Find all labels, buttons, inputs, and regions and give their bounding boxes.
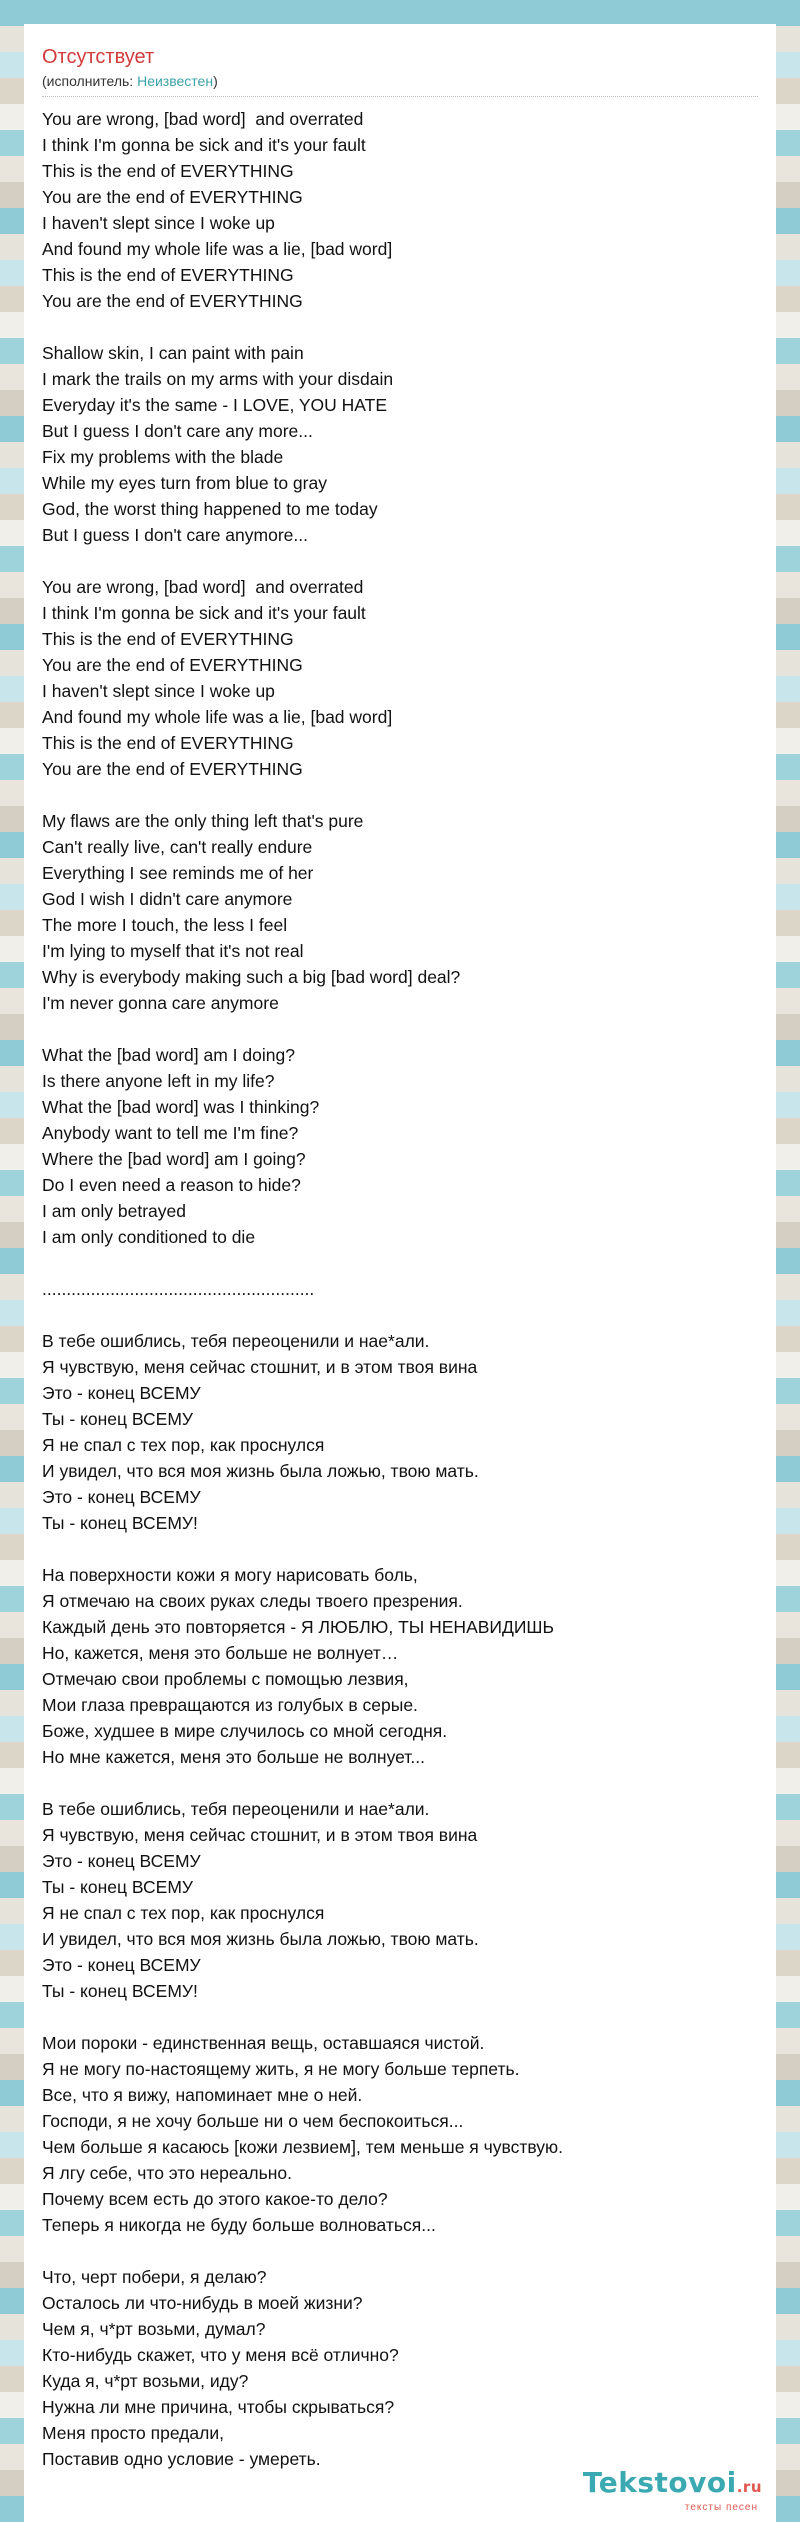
- lyric-line: Боже, худшее в мире случилось со мной сегодня.: [42, 1721, 448, 1741]
- logo-wordmark: Tekstovoi: [582, 2466, 737, 2499]
- lyric-line: You are wrong, [bad word] and overrated: [42, 577, 364, 597]
- lyric-line: And found my whole life was a lie, [bad word]: [42, 239, 393, 259]
- lyric-line: Это - конец ВСЕМУ: [42, 1955, 201, 1975]
- stanza-gap: [42, 314, 742, 340]
- lyric-line: Everything I see reminds me of her: [42, 863, 314, 883]
- lyric-line: I am only betrayed: [42, 1201, 186, 1221]
- artist-byline: [42, 72, 758, 97]
- stanza-gap: [42, 1250, 742, 1276]
- lyric-line: Я чувствую, меня сейчас стошнит, и в этом твоя вина: [42, 1825, 478, 1845]
- lyric-line: Я отмечаю на своих руках следы твоего презрения.: [42, 1591, 463, 1611]
- lyric-line: But I guess I don't care any more...: [42, 421, 313, 441]
- lyric-line: Ты - конец ВСЕМУ!: [42, 1513, 198, 1533]
- lyric-line: Каждый день это повторяется - Я ЛЮБЛЮ, ТЫ НЕНАВИДИШЬ: [42, 1617, 554, 1637]
- lyric-line: Ты - конец ВСЕМУ!: [42, 1981, 198, 2001]
- lyric-line: God, the worst thing happened to me today: [42, 499, 378, 519]
- lyric-line: What the [bad word] am I doing?: [42, 1045, 295, 1065]
- stanza-gap: [42, 1016, 742, 1042]
- artist-link[interactable]: Неизвестен: [137, 73, 214, 89]
- lyric-line: Can't really live, can't really endure: [42, 837, 313, 857]
- byline-suffix: ): [213, 73, 218, 89]
- lyric-line: Я лгу себе, что это нереально.: [42, 2163, 292, 2183]
- lyric-line: Everyday it's the same - I LOVE, YOU HATE: [42, 395, 388, 415]
- lyric-line: В тебе ошиблись, тебя переоценили и нае*али.: [42, 1799, 430, 1819]
- lyric-line: You are wrong, [bad word] and overrated: [42, 109, 364, 129]
- lyric-line: И увидел, что вся моя жизнь была ложью, твою мать.: [42, 1929, 479, 1949]
- lyric-line: I haven't slept since I woke up: [42, 213, 275, 233]
- lyric-line: Fix my problems with the blade: [42, 447, 284, 467]
- lyric-line: This is the end of EVERYTHING: [42, 629, 294, 649]
- lyric-line: You are the end of EVERYTHING: [42, 187, 303, 207]
- lyric-line: I haven't slept since I woke up: [42, 681, 275, 701]
- lyric-line: Чем я, ч*рт возьми, думал?: [42, 2319, 266, 2339]
- lyric-line: Ты - конец ВСЕМУ: [42, 1877, 194, 1897]
- lyric-line: Отмечаю свои проблемы с помощью лезвия,: [42, 1669, 409, 1689]
- stanza-gap: [42, 782, 742, 808]
- lyric-line: Я не спал с тех пор, как проснулся: [42, 1903, 325, 1923]
- lyric-line: В тебе ошиблись, тебя переоценили и нае*али.: [42, 1331, 430, 1351]
- lyric-line: I'm lying to myself that it's not real: [42, 941, 304, 961]
- lyric-line: Но мне кажется, меня это больше не волнует...: [42, 1747, 425, 1767]
- lyric-line: Поставив одно условие - умереть.: [42, 2449, 321, 2469]
- lyric-line: I think I'm gonna be sick and it's your fault: [42, 603, 366, 623]
- lyric-line: Что, черт побери, я делаю?: [42, 2267, 267, 2287]
- lyric-line: Это - конец ВСЕМУ: [42, 1383, 201, 1403]
- lyric-line: Where the [bad word] am I going?: [42, 1149, 306, 1169]
- lyric-line: ........................................................: [42, 1279, 315, 1299]
- stanza-gap: [42, 1770, 742, 1796]
- lyric-line: This is the end of EVERYTHING: [42, 161, 294, 181]
- lyric-line: Shallow skin, I can paint with pain: [42, 343, 304, 363]
- logo-tagline: тексты песен: [684, 2502, 758, 2513]
- byline-prefix: (исполнитель:: [42, 73, 138, 89]
- lyric-line: The more I touch, the less I feel: [42, 915, 288, 935]
- lyric-line: Мои глаза превращаются из голубых в серые.: [42, 1695, 418, 1715]
- lyric-line: I am only conditioned to die: [42, 1227, 256, 1247]
- logo-tld: .ru: [736, 2478, 762, 2496]
- lyric-line: God I wish I didn't care anymore: [42, 889, 293, 909]
- lyric-line: You are the end of EVERYTHING: [42, 291, 303, 311]
- lyric-line: Я чувствую, меня сейчас стошнит, и в этом твоя вина: [42, 1357, 478, 1377]
- lyric-line: И увидел, что вся моя жизнь была ложью, твою мать.: [42, 1461, 479, 1481]
- lyric-line: Кто-нибудь скажет, что у меня всё отлично?: [42, 2345, 399, 2365]
- lyric-line: Ты - конец ВСЕМУ: [42, 1409, 194, 1429]
- stanza-gap: [42, 1302, 742, 1328]
- lyric-line: Why is everybody making such a big [bad word] deal?: [42, 967, 461, 987]
- lyric-line: I think I'm gonna be sick and it's your fault: [42, 135, 366, 155]
- stanza-gap: [42, 548, 742, 574]
- stanza-gap: [42, 2004, 742, 2030]
- site-logo[interactable]: [583, 2468, 762, 2514]
- lyric-line: I'm never gonna care anymore: [42, 993, 279, 1013]
- lyric-line: My flaws are the only thing left that's pure: [42, 811, 364, 831]
- song-header: [24, 24, 776, 97]
- lyric-line: You are the end of EVERYTHING: [42, 655, 303, 675]
- lyric-line: Я не могу по-настоящему жить, я не могу больше терпеть.: [42, 2059, 520, 2079]
- lyric-line: Is there anyone left in my life?: [42, 1071, 275, 1091]
- lyric-line: Все, что я вижу, напоминает мне о ней.: [42, 2085, 363, 2105]
- lyrics-body: [42, 106, 742, 2472]
- lyric-line: Теперь я никогда не буду больше волноваться...: [42, 2215, 436, 2235]
- stanza-gap: [42, 1536, 742, 1562]
- lyric-line: Это - конец ВСЕМУ: [42, 1487, 201, 1507]
- lyric-line: Господи, я не хочу больше ни о чем беспокоиться...: [42, 2111, 464, 2131]
- lyric-line: Это - конец ВСЕМУ: [42, 1851, 201, 1871]
- lyric-line: Куда я, ч*рт возьми, иду?: [42, 2371, 249, 2391]
- lyric-line: Почему всем есть до этого какое-то дело?: [42, 2189, 388, 2209]
- lyric-line: Чем больше я касаюсь [кожи лезвием], тем меньше я чувствую.: [42, 2137, 564, 2157]
- lyric-line: Но, кажется, меня это больше не волнует…: [42, 1643, 399, 1663]
- song-title: Отсутствует: [42, 46, 155, 68]
- lyric-line: What the [bad word] was I thinking?: [42, 1097, 320, 1117]
- lyric-line: I mark the trails on my arms with your disdain: [42, 369, 394, 389]
- lyric-line: Меня просто предали,: [42, 2423, 224, 2443]
- lyric-line: This is the end of EVERYTHING: [42, 265, 294, 285]
- lyric-line: And found my whole life was a lie, [bad word]: [42, 707, 393, 727]
- lyric-line: But I guess I don't care anymore...: [42, 525, 308, 545]
- lyric-line: Anybody want to tell me I'm fine?: [42, 1123, 299, 1143]
- lyric-line: This is the end of EVERYTHING: [42, 733, 294, 753]
- content-card: [24, 24, 776, 2522]
- lyric-line: You are the end of EVERYTHING: [42, 759, 303, 779]
- lyric-line: Мои пороки - единственная вещь, оставшаяся чистой.: [42, 2033, 485, 2053]
- lyric-line: Осталось ли что-нибудь в моей жизни?: [42, 2293, 363, 2313]
- lyric-line: Do I even need a reason to hide?: [42, 1175, 301, 1195]
- lyric-line: На поверхности кожи я могу нарисовать боль,: [42, 1565, 418, 1585]
- stanza-gap: [42, 2238, 742, 2264]
- lyric-line: Я не спал с тех пор, как проснулся: [42, 1435, 325, 1455]
- lyric-line: Нужна ли мне причина, чтобы скрываться?: [42, 2397, 395, 2417]
- lyric-line: While my eyes turn from blue to gray: [42, 473, 327, 493]
